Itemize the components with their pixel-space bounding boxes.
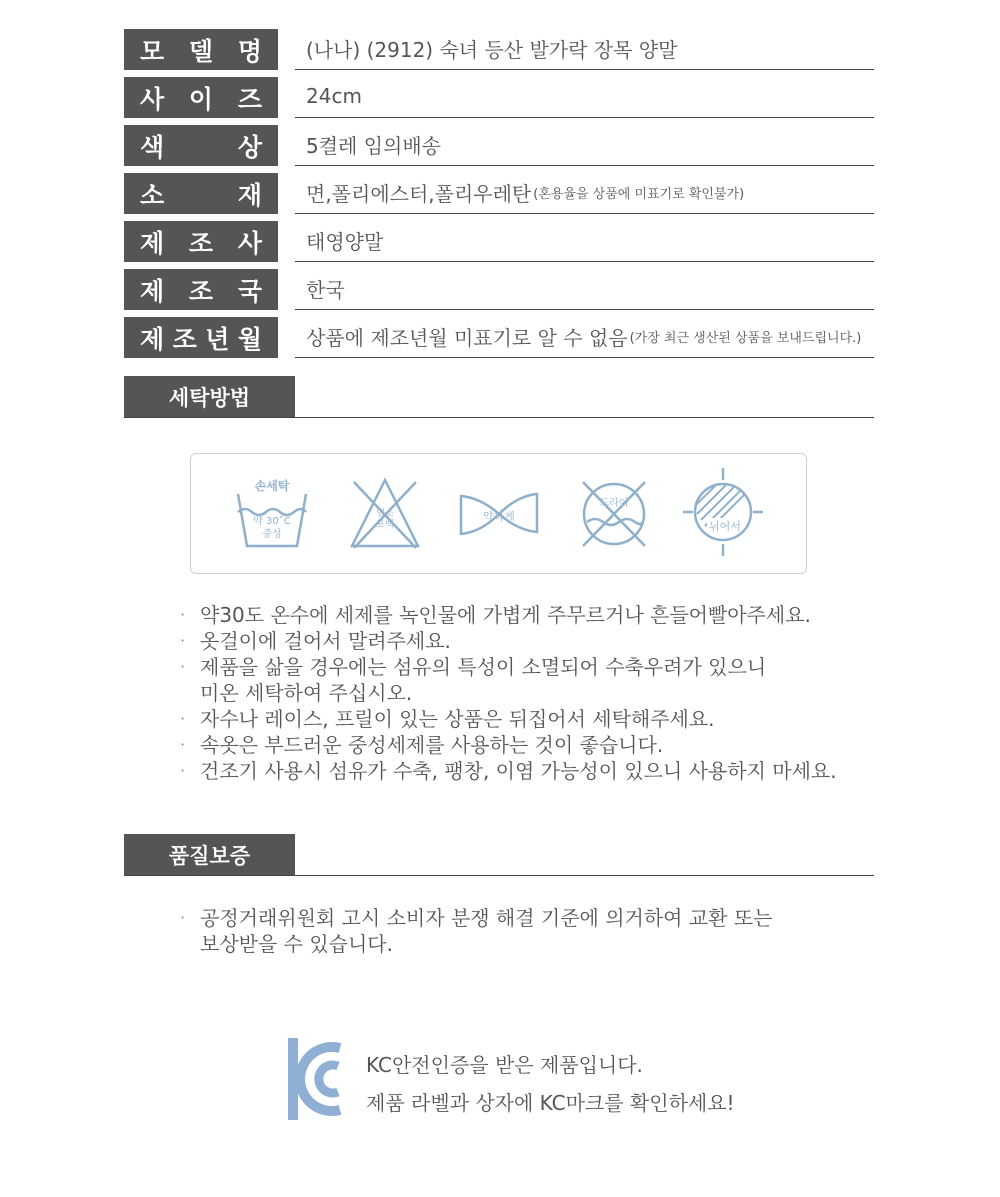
spec-label-char: 소 <box>140 180 165 210</box>
list-item-line: 속옷은 부드러운 중성세제를 사용하는 것이 좋습니다. <box>200 733 664 757</box>
spec-value-text: 상품에 제조년월 미표기로 알 수 없음 <box>306 325 628 350</box>
spec-value-text: 5켤레 임의배송 <box>306 133 442 158</box>
spec-value <box>295 219 874 262</box>
spec-value-text: 면,폴리에스터,폴리우레탄 <box>306 181 532 206</box>
list-item-line: 자수나 레이스, 프릴이 있는 상품은 뒤집어서 세탁해주세요. <box>200 707 715 731</box>
list-item <box>180 732 837 758</box>
no-bleach-icon <box>348 476 422 552</box>
list-item-line: 약30도 온수에 세제를 녹인물에 가볍게 주무르거나 흔들어빨아주세요. <box>200 603 811 627</box>
bullet-dot: · <box>180 605 186 624</box>
hand-wash-label-mid: 약 30˚C <box>253 516 291 527</box>
hand-wash-label-top: 손세탁 <box>254 479 290 493</box>
spec-label-char: 조 <box>188 276 214 306</box>
spec-label <box>124 125 278 166</box>
quality-section-title: 품질보증 <box>124 834 295 875</box>
spec-row <box>124 171 874 219</box>
spec-value <box>295 267 874 310</box>
spec-row <box>124 75 874 123</box>
quality-section-header <box>124 834 874 876</box>
no-tumble-dry-label: 드라이 <box>599 498 629 509</box>
list-item-line: 건조기 사용시 섬유가 수축, 팽창, 이염 가능성이 있으니 사용하지 마세요. <box>200 759 837 783</box>
kc-certification-logo <box>288 1038 344 1120</box>
kc-certification-text <box>366 1046 735 1122</box>
wash-section-header <box>124 376 874 418</box>
spec-label-char: 재 <box>237 180 262 210</box>
list-item <box>180 706 837 732</box>
spec-row <box>124 219 874 267</box>
kc-line-1: KC안전인증을 받은 제품입니다. <box>366 1053 643 1077</box>
spec-label <box>124 77 278 118</box>
list-item-line: 옷걸이에 걸어서 말려주세요. <box>200 629 451 653</box>
spec-label-char: 명 <box>237 36 262 66</box>
spec-label-char: 년 <box>205 324 230 354</box>
spec-row <box>124 27 874 75</box>
gentle-wring-icon <box>457 484 541 544</box>
spec-label <box>124 317 278 358</box>
spec-label <box>124 221 278 262</box>
spec-value <box>295 171 874 214</box>
bullet-dot: · <box>180 908 186 927</box>
wash-section-title: 세탁방법 <box>124 376 295 417</box>
spec-label-char: 제 <box>140 228 165 258</box>
hand-wash-label-bot: 중성 <box>262 529 282 540</box>
list-item-line: 공정거래위원회 고시 소비자 분쟁 해결 기준에 의거하여 교환 또는 <box>200 906 773 930</box>
list-item <box>180 654 837 706</box>
spec-label-char: 상 <box>237 132 262 162</box>
bullet-dot: · <box>180 657 186 676</box>
spec-label <box>124 173 278 214</box>
spec-row <box>124 315 874 363</box>
spec-label-char: 월 <box>237 324 262 354</box>
spec-value <box>295 315 874 358</box>
bullet-dot: · <box>180 761 186 780</box>
spec-table <box>124 27 874 363</box>
spec-label <box>124 269 278 310</box>
spec-label-char: 국 <box>237 276 262 306</box>
spec-value <box>295 123 874 166</box>
spec-label-char: 델 <box>188 36 214 66</box>
spec-value-text: 태영양말 <box>306 229 384 254</box>
spec-label-char: 제 <box>140 276 165 306</box>
bullet-dot: · <box>180 709 186 728</box>
spec-value-note: (혼용율을 상품에 미표기로 확인불가) <box>533 186 745 202</box>
spec-label-char: 사 <box>237 228 262 258</box>
spec-label-char: 제 <box>140 324 165 354</box>
spec-label-char: 색 <box>140 132 165 162</box>
spec-value <box>295 27 874 70</box>
wash-instructions-list <box>180 602 837 784</box>
spec-label <box>124 29 278 70</box>
spec-label-char: 사 <box>140 84 165 114</box>
gentle-wring-label: 약하게 <box>483 510 515 523</box>
spec-value-text: 24cm <box>306 84 362 108</box>
spec-label-char: 모 <box>140 36 165 66</box>
list-item-line: 제품을 삶을 경우에는 섬유의 특성이 소멸되어 수축우려가 있으니 <box>200 655 767 679</box>
list-item-line: 미온 세탁하여 주십시오. <box>200 681 413 705</box>
spec-label-char: 조 <box>172 324 197 354</box>
spec-label-char: 이 <box>188 84 214 114</box>
bullet-dot: · <box>180 735 186 754</box>
list-item <box>180 602 837 628</box>
wash-icons-box <box>190 453 807 574</box>
spec-label-char: 조 <box>188 228 214 258</box>
hand-wash-icon <box>235 476 309 552</box>
list-item-line: 보상받을 수 있습니다. <box>200 932 393 956</box>
spec-label-char: 즈 <box>237 84 262 114</box>
kc-line-2: 제품 라벨과 상자에 KC마크를 확인하세요! <box>366 1091 735 1115</box>
spec-row <box>124 267 874 315</box>
spec-value-text: 한국 <box>306 277 345 302</box>
bullet-dot: · <box>180 631 186 650</box>
list-item <box>180 628 837 654</box>
dry-flat-icon <box>683 466 763 556</box>
list-item <box>180 758 837 784</box>
list-item <box>180 905 773 957</box>
quality-guarantee-list <box>180 905 773 957</box>
no-tumble-dry-icon <box>577 476 651 552</box>
no-bleach-label-bot: 표백 <box>376 520 394 530</box>
spec-row <box>124 123 874 171</box>
spec-value-note: (가장 최근 생산된 상품을 보내드립니다.) <box>629 330 862 346</box>
no-bleach-label-top: 염소 <box>376 509 394 519</box>
spec-value-text: (나나) (2912) 숙녀 등산 발가락 장목 양말 <box>306 37 678 62</box>
spec-value <box>295 75 874 118</box>
dry-flat-label: 뉘어서 <box>709 520 741 533</box>
